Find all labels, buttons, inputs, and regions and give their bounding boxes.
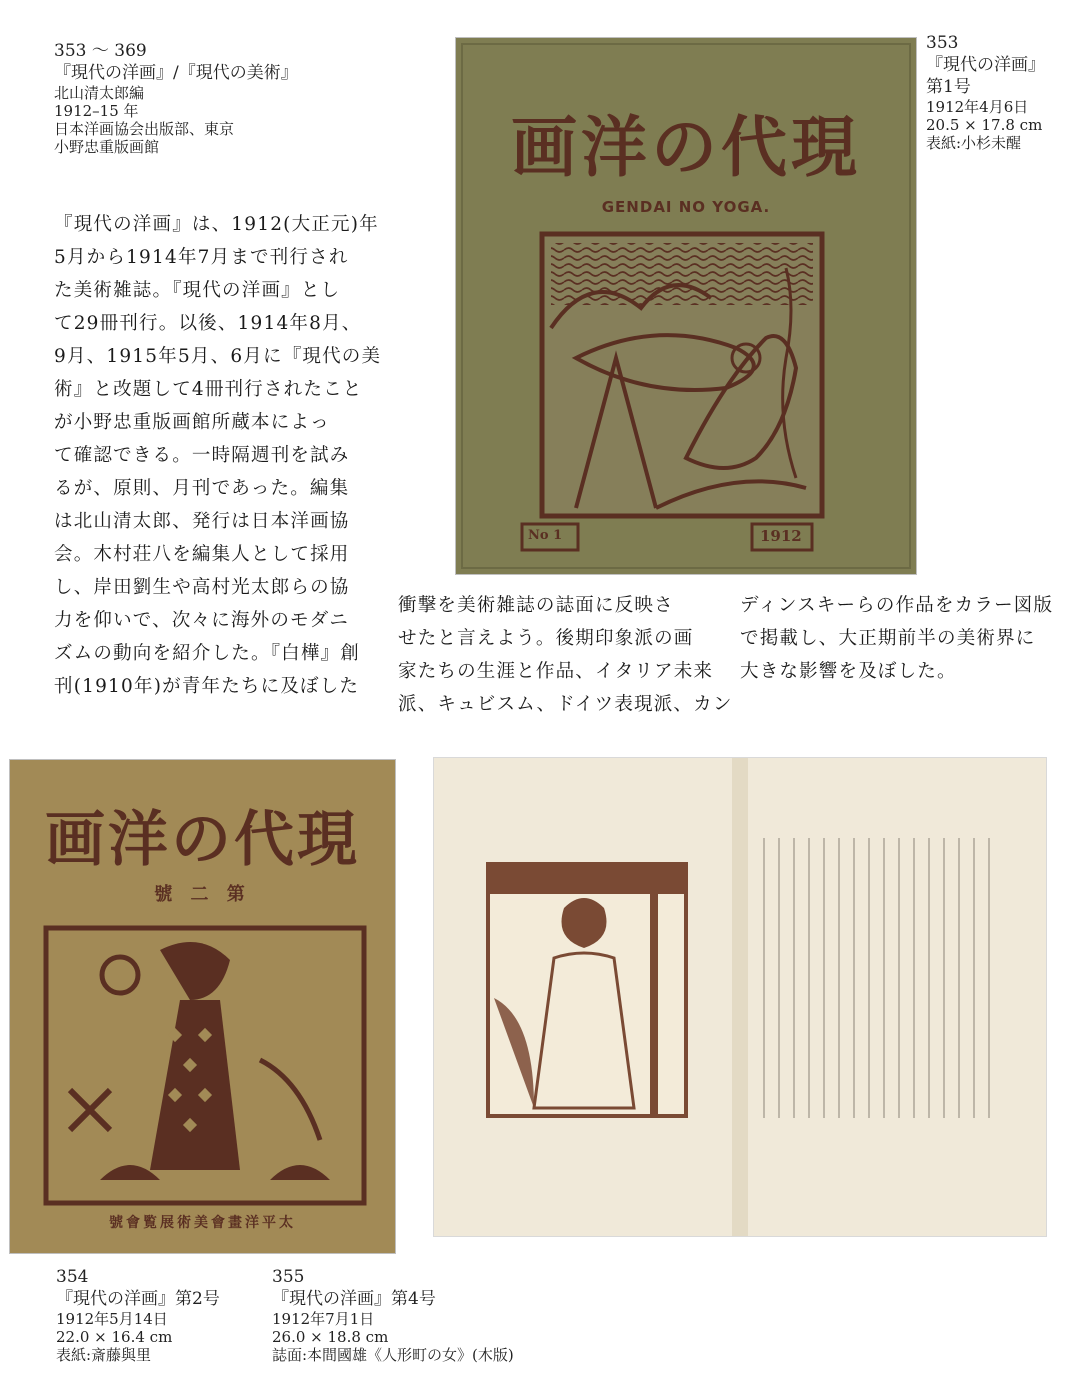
page-spread-355 [434, 758, 1046, 1236]
caption-353-issue: 第1号 [926, 77, 971, 97]
body-text-line: 会。木村荘八を編集人として採用 [54, 544, 350, 565]
catalog-header [54, 40, 384, 156]
body-text-left-column [54, 208, 394, 703]
body-text-middle-column [398, 589, 733, 721]
body-text-line: が小野忠重版画館所蔵本によっ [54, 412, 330, 433]
body-text-line: 大きな影響を及ぼした。 [740, 661, 957, 682]
cover-353-title: 画洋の代現 [511, 108, 861, 186]
caption-355-date: 1912年7月1日 [272, 1310, 375, 1328]
cover-353-year-label: 1912 [760, 527, 802, 545]
body-text-line: た美術雑誌。『現代の洋画』とし [54, 280, 341, 301]
catalog-range: 353 ～ 369 [54, 41, 147, 61]
caption-353-number: 353 [926, 33, 959, 53]
body-text-line: せたと言えよう。後期印象派の画 [398, 628, 694, 649]
cover-354-issue: 號 二 第 [154, 884, 251, 905]
caption-355 [272, 1266, 632, 1364]
body-text-line: は北山清太郎、発行は日本洋画協 [54, 511, 350, 532]
page-spread-artwork [434, 758, 1046, 1236]
body-text-line: 衝撃を美術雑誌の誌面に反映さ [398, 595, 674, 616]
caption-355-number: 355 [272, 1267, 305, 1287]
body-text-line: で掲載し、大正期前半の美術界に [740, 628, 1036, 649]
body-text-line: 5月から1914年7月まで刊行され [54, 247, 349, 268]
body-text-line: 派、キュビスム、ドイツ表現派、カン [398, 694, 733, 715]
body-text-line: ズムの動向を紹介した。『白樺』創 [54, 643, 360, 664]
cover-354-publisher: 號會覧展術美會畫洋平太 [109, 1215, 296, 1231]
caption-353-title: 『現代の洋画』 [926, 55, 1045, 75]
caption-353-date: 1912年4月6日 [926, 98, 1029, 116]
body-text-line: て確認できる。一時隔週刊を試み [54, 445, 350, 466]
caption-355-title: 『現代の洋画』第4号 [272, 1289, 436, 1309]
caption-354-title: 『現代の洋画』第2号 [56, 1289, 220, 1309]
catalog-years: 1912–15 年 [54, 102, 139, 120]
caption-354-cover: 表紙:斎藤與里 [56, 1346, 152, 1364]
body-text-line: て29冊刊行。以後、1914年8月、 [54, 313, 362, 334]
body-text-right-column [740, 589, 1070, 688]
cover-353-number-label: No 1 [528, 528, 563, 543]
catalog-publisher: 日本洋画協会出版部、東京 [54, 120, 235, 138]
cover-image-353 [456, 38, 916, 574]
caption-354-size: 22.0 × 16.4 cm [56, 1328, 173, 1346]
caption-353-cover: 表紙:小杉未醒 [926, 134, 1022, 152]
caption-354 [56, 1266, 276, 1364]
body-text-line: ディンスキーらの作品をカラー図版 [740, 595, 1054, 616]
cover-354-title: 画洋の代現 [45, 805, 360, 875]
body-text-line: 9月、1915年5月、6月に『現代の美 [54, 346, 382, 367]
cover-image-354 [10, 760, 395, 1253]
caption-354-number: 354 [56, 1267, 89, 1287]
body-text-line: 刊(1910年)が青年たちに及ぼした [54, 676, 360, 697]
caption-353 [926, 32, 1076, 152]
body-text-line: 術』と改題して4冊刊行されたこと [54, 379, 363, 400]
caption-355-size: 26.0 × 18.8 cm [272, 1328, 389, 1346]
body-text-line: 『現代の洋画』は、1912(大正元)年 [54, 214, 379, 235]
cover-353-romaji: GENDAI NO YOGA. [601, 198, 771, 216]
body-text-line: 家たちの生涯と作品、イタリア未来 [398, 661, 714, 682]
caption-355-page: 誌面:本間國雄《人形町の女》(木版) [272, 1346, 514, 1364]
body-text-line: し、岸田劉生や高村光太郎らの協 [54, 577, 350, 598]
body-text-line: るが、原則、月刊であった。編集 [54, 478, 350, 499]
body-text-line: 力を仰いで、次々に海外のモダニ [54, 610, 350, 631]
caption-354-date: 1912年5月14日 [56, 1310, 168, 1328]
catalog-editor: 北山清太郎編 [54, 84, 145, 102]
catalog-collection: 小野忠重版画館 [54, 138, 160, 156]
catalog-title: 『現代の洋画』/『現代の美術』 [54, 63, 298, 83]
caption-353-size: 20.5 × 17.8 cm [926, 116, 1043, 134]
